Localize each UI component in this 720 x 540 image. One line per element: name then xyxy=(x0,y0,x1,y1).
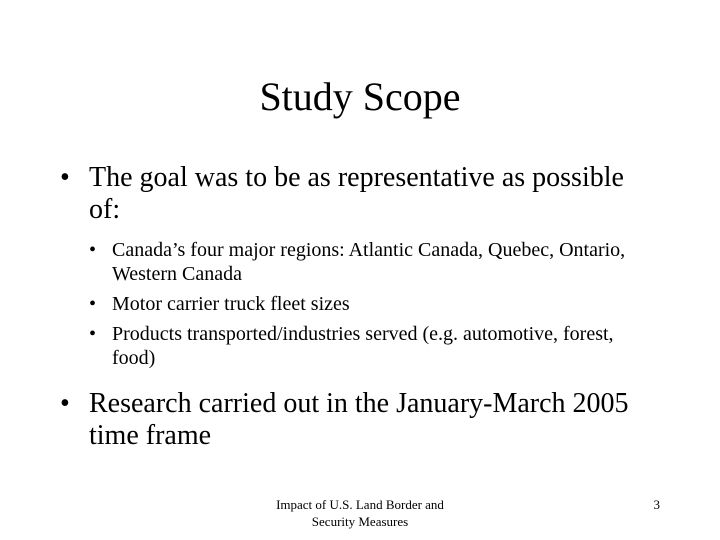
sub-bullet-fleet-sizes-text: Motor carrier truck fleet sizes xyxy=(112,293,350,315)
sub-bullet-list xyxy=(89,238,660,370)
sub-bullet-glyph: • xyxy=(89,293,97,315)
bullet-research-timeframe xyxy=(60,388,660,452)
sub-bullet-products xyxy=(89,322,660,370)
sub-bullet-regions xyxy=(89,238,660,286)
footer-presentation-title xyxy=(240,496,480,530)
bullet-goal xyxy=(60,162,660,370)
footer-title-line1: Impact of U.S. Land Border and xyxy=(276,497,444,512)
bullet-glyph: • xyxy=(60,388,70,419)
bullet-research-timeframe-text: Research carried out in the January-March 2005 time frame xyxy=(89,388,629,451)
bullet-goal-text: The goal was to be as representative as possible of: xyxy=(89,162,624,225)
footer-title-line2: Security Measures xyxy=(311,514,409,529)
sub-bullet-glyph: • xyxy=(89,239,97,261)
page-number: 3 xyxy=(653,497,660,512)
sub-bullet-regions-text: Canada’s four major regions: Atlantic Canada, Quebec, Ontario, Western Canada xyxy=(112,239,626,285)
sub-bullet-products-text: Products transported/industries served (e.g. automotive, forest, food) xyxy=(112,323,614,369)
sub-bullet-fleet-sizes xyxy=(89,292,660,316)
bullet-glyph: • xyxy=(60,162,70,193)
slide-title: Study Scope xyxy=(259,74,461,119)
main-bullet-list xyxy=(60,162,660,452)
sub-bullet-glyph: • xyxy=(89,323,97,345)
